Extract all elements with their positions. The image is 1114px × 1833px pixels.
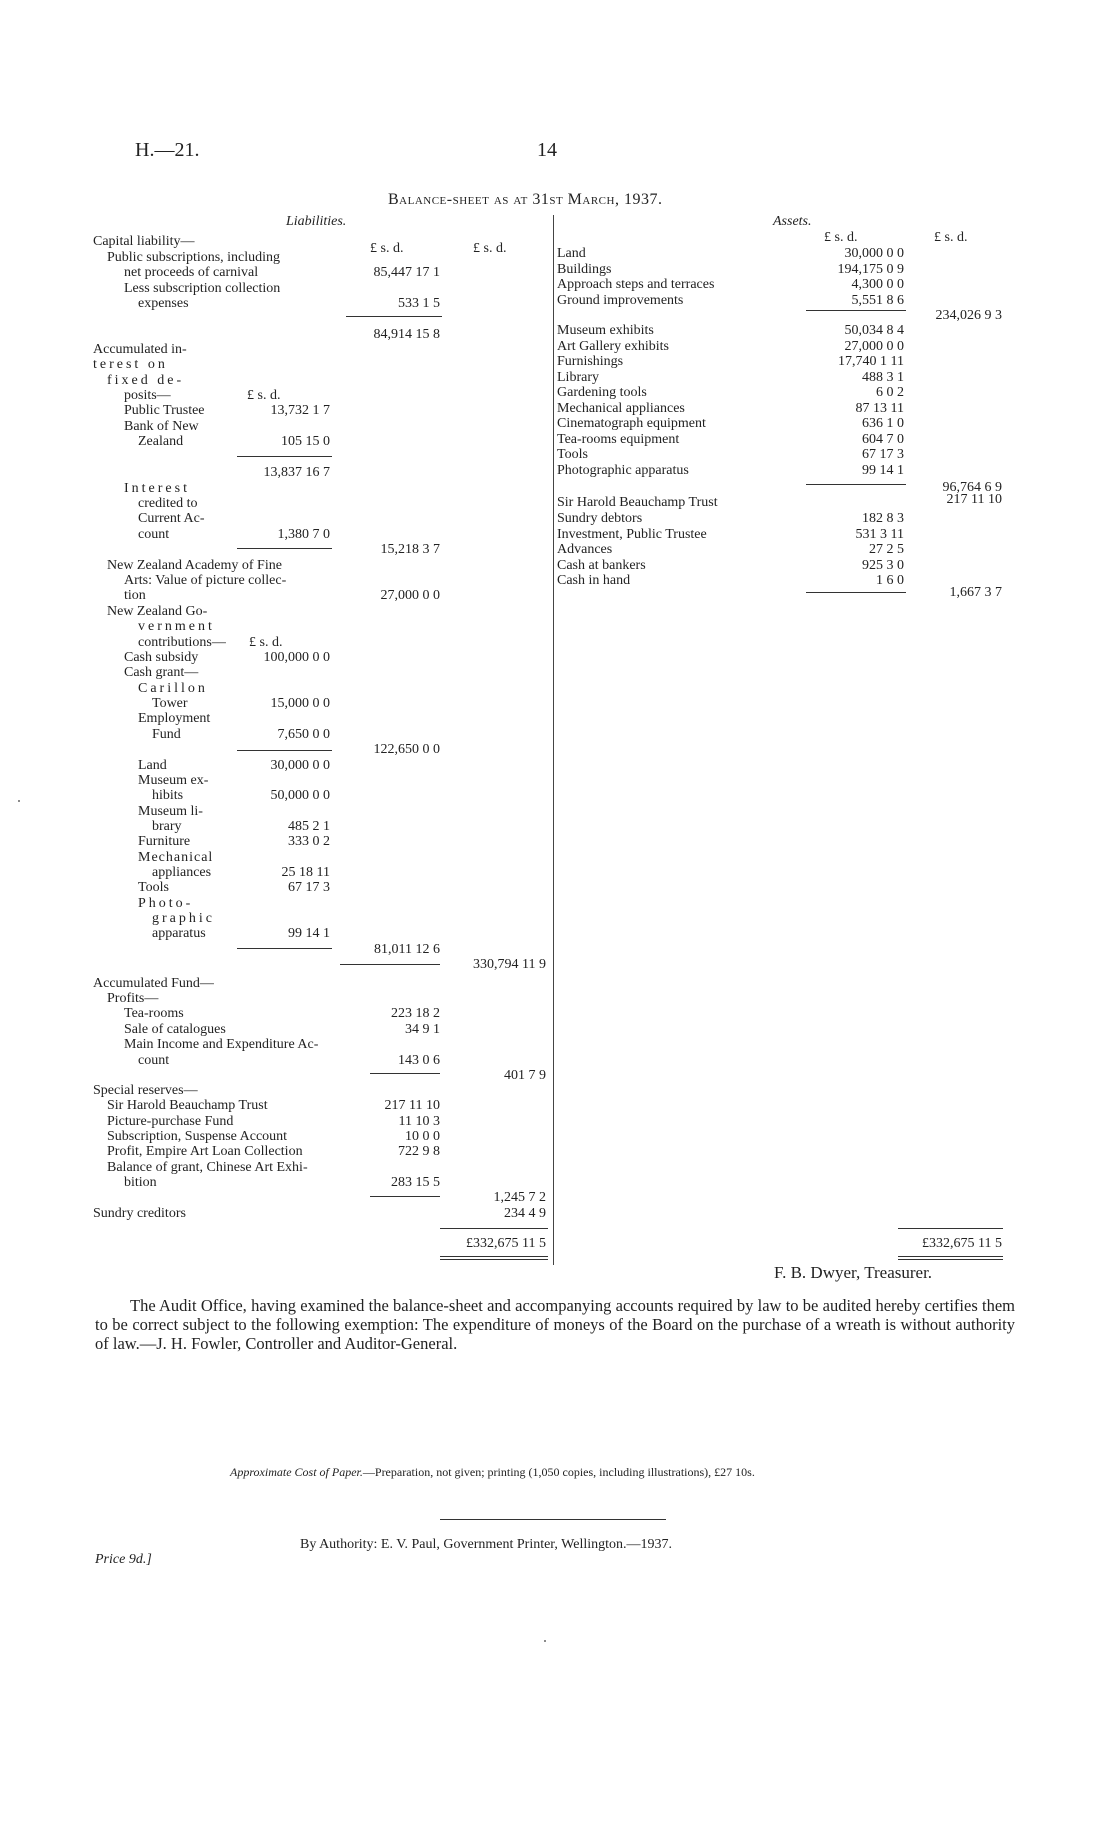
tea-rooms-label: Tea-rooms <box>124 1006 184 1021</box>
rule <box>440 1259 548 1260</box>
asset-item-label: Approach steps and terraces <box>557 277 715 292</box>
carillon-amount: 15,000 0 0 <box>270 696 330 711</box>
asset-item-label: Investment, Public Trustee <box>557 526 707 542</box>
sheet-title: Balance-sheet as at 31st March, 1937. <box>388 191 663 208</box>
govt-contrib-label: New Zealand Go- <box>107 604 208 619</box>
chinese-art-amount: 283 15 5 <box>391 1175 440 1190</box>
acc-interest-label: Accumulated in- <box>93 342 187 357</box>
assets-col-head-1: £ s. d. <box>824 230 858 245</box>
rule <box>806 484 906 485</box>
asset-item-label: Ground improvements <box>557 292 684 308</box>
public-trustee-amount: 13,732 1 7 <box>270 403 330 418</box>
asset-item-amount: 182 8 3 <box>862 511 904 526</box>
asset-item-amount: 27,000 0 0 <box>844 338 904 354</box>
sundry-creditors-amount: 234 4 9 <box>504 1206 546 1221</box>
govt-kind-total: 81,011 12 6 <box>374 942 440 957</box>
price-label: Price 9d.] <box>95 1552 152 1567</box>
asset-item-amount: 87 13 11 <box>855 400 904 416</box>
acc-interest-label-4: posits— <box>124 388 171 403</box>
asset-item-label: Cinematograph equipment <box>557 416 706 431</box>
rule <box>898 1256 1003 1257</box>
assets-group-collections-total: 96,764 6 9 <box>942 480 1002 495</box>
academy-amount: 27,000 0 0 <box>380 588 440 603</box>
asset-item-label: Art Gallery exhibits <box>557 338 669 354</box>
assets-grand-total: £332,675 11 5 <box>922 1236 1002 1251</box>
rule <box>806 592 906 593</box>
interest-net-amount: 15,218 3 7 <box>380 542 440 557</box>
special-reserves-label: Special reserves— <box>93 1083 198 1098</box>
employment-amount: 7,650 0 0 <box>277 727 330 742</box>
public-subs-label-2: net proceeds of carnival <box>124 265 259 280</box>
asset-item-amount: 1 6 0 <box>876 573 904 588</box>
catalogues-label: Sale of catalogues <box>124 1022 226 1037</box>
main-income-amount: 143 0 6 <box>398 1053 440 1068</box>
rule <box>237 456 332 457</box>
public-subs-amount: 85,447 17 1 <box>373 265 440 280</box>
rule <box>237 750 332 751</box>
rule <box>237 548 332 549</box>
cost-note <box>230 1465 755 1480</box>
acc-fund-label: Accumulated Fund— <box>93 976 214 991</box>
employment-label: Employment <box>138 711 211 726</box>
museum-library-amount: 485 2 1 <box>288 819 330 834</box>
rule <box>237 948 332 949</box>
asset-item-label: Advances <box>557 542 613 557</box>
asset-item-amount: 636 1 0 <box>862 416 904 431</box>
less-subs-label-2: expenses <box>138 296 189 311</box>
asset-item-label: Museum exhibits <box>557 323 654 338</box>
main-income-label-2: count <box>138 1053 170 1068</box>
asset-item-amount: 99 14 1 <box>862 462 904 478</box>
liab-col-head-2: £ s. d. <box>473 241 507 256</box>
sundry-creditors-label: Sundry creditors <box>93 1206 186 1221</box>
less-subs-label: Less subscription collection <box>124 281 281 296</box>
asset-item-amount: 5,551 8 6 <box>851 292 904 308</box>
paper-speck <box>18 800 20 802</box>
cost-note-text: —Preparation, not given; printing (1,050 copies, including illustrations), £27 10s. <box>362 1465 755 1479</box>
govt-contrib-label-3: contributions— <box>138 635 226 650</box>
page-reference: H.—21. <box>135 139 200 161</box>
asset-item-label: Cash at bankers <box>557 557 646 573</box>
page-number: 14 <box>537 139 557 161</box>
bank-nz-label: Bank of New <box>124 419 199 434</box>
public-subs-label: Public subscriptions, including <box>107 250 281 265</box>
cost-note-label: Approximate Cost of Paper. <box>230 1465 363 1479</box>
acc-interest-label-3: fixed de- <box>107 373 185 388</box>
photographic-label-2: graphic <box>152 911 215 926</box>
asset-item-label: Gardening tools <box>557 385 647 400</box>
bank-nz-label-2: Zealand <box>138 434 184 449</box>
rule <box>806 310 906 311</box>
acc-interest-col-head: £ s. d. <box>247 388 281 403</box>
asset-item-amount: 17,740 1 11 <box>838 354 904 369</box>
assets-heading: Assets. <box>773 214 812 229</box>
museum-exhibits-label-2: hibits <box>152 788 184 803</box>
furniture-amount: 333 0 2 <box>288 834 330 849</box>
public-trustee-label: Public Trustee <box>124 403 205 418</box>
subscription-suspense-label: Subscription, Suspense Account <box>107 1129 288 1144</box>
rule <box>898 1259 1003 1260</box>
beauchamp-trust-amount: 217 11 10 <box>384 1098 440 1113</box>
asset-item-amount: 4,300 0 0 <box>851 277 904 292</box>
interest-subtotal: 13,837 16 7 <box>263 465 330 480</box>
main-income-label: Main Income and Expenditure Ac- <box>124 1037 319 1052</box>
asset-item-label: Mechanical appliances <box>557 400 685 416</box>
less-subs-amount: 533 1 5 <box>398 296 440 311</box>
academy-label-2: Arts: Value of picture collec- <box>124 573 287 588</box>
asset-item-label: Photographic apparatus <box>557 462 689 478</box>
asset-item-label: Land <box>557 246 586 261</box>
bank-nz-amount: 105 15 0 <box>281 434 330 449</box>
assets-group-current-total: 1,667 3 7 <box>949 585 1002 600</box>
assets-col-head-2: £ s. d. <box>934 230 968 245</box>
asset-item-label: Library <box>557 369 599 385</box>
column-divider <box>553 215 554 1265</box>
cash-subsidy-amount: 100,000 0 0 <box>263 650 330 665</box>
subscription-suspense-amount: 10 0 0 <box>405 1129 440 1144</box>
carillon-label-2: Tower <box>152 696 188 711</box>
interest-credited-label-4: count <box>138 527 170 542</box>
museum-exhibits-amount: 50,000 0 0 <box>270 788 330 803</box>
paper-speck <box>544 1640 546 1642</box>
picture-purchase-label: Picture-purchase Fund <box>107 1114 234 1129</box>
rule <box>898 1228 1003 1229</box>
tools-label: Tools <box>138 880 169 895</box>
museum-library-label-2: brary <box>152 819 182 834</box>
photographic-label-3: apparatus <box>152 926 206 941</box>
acc-interest-label-2: terest on <box>93 357 168 372</box>
govt-contrib-label-2: vernment <box>138 619 215 634</box>
asset-item-label: Buildings <box>557 261 612 277</box>
carillon-label: Carillon <box>138 681 208 696</box>
assets-group-fixed-total: 234,026 9 3 <box>935 308 1002 323</box>
assets-beauchamp-label: Sir Harold Beauchamp Trust <box>557 495 718 510</box>
interest-credited-label: Interest <box>124 481 190 496</box>
printer-authority: By Authority: E. V. Paul, Government Printer, Wellington.—1937. <box>300 1537 673 1552</box>
asset-item-amount: 30,000 0 0 <box>844 246 904 261</box>
audit-certificate: The Audit Office, having examined the balance-sheet and accompanying accounts required by law to be audited hereby certifies them to be correct subject to the following exemption: The expenditure of moneys of the Board on the purchase of a wreath is without authority of law.—J. H. Fowler, Controller and Auditor-General. <box>95 1296 1015 1353</box>
catalogues-amount: 34 9 1 <box>405 1022 440 1037</box>
net-subs-amount: 84,914 15 8 <box>373 327 440 342</box>
liabilities-grand-total: £332,675 11 5 <box>466 1236 546 1251</box>
academy-label-3: tion <box>124 588 146 603</box>
empire-art-label: Profit, Empire Art Loan Collection <box>107 1144 303 1159</box>
capital-total: 330,794 11 9 <box>473 957 546 972</box>
rule <box>440 1256 548 1257</box>
mechanical-label: Mechanical <box>138 850 214 865</box>
govt-cash-total: 122,650 0 0 <box>373 742 440 757</box>
govt-col-head: £ s. d. <box>249 635 283 650</box>
tea-rooms-amount: 223 18 2 <box>391 1006 440 1021</box>
profits-label: Profits— <box>107 991 159 1006</box>
asset-item-amount: 925 3 0 <box>862 557 904 573</box>
tools-amount: 67 17 3 <box>288 880 330 895</box>
asset-item-label: Tools <box>557 447 588 462</box>
assets-beauchamp-amount: 217 11 10 <box>946 492 1002 507</box>
photographic-amount: 99 14 1 <box>288 926 330 941</box>
photographic-label: Photo- <box>138 896 194 911</box>
asset-item-label: Furnishings <box>557 354 624 369</box>
academy-label: New Zealand Academy of Fine <box>107 558 282 573</box>
asset-item-amount: 488 3 1 <box>862 369 904 385</box>
asset-item-amount: 50,034 8 4 <box>844 323 904 338</box>
rule <box>440 1228 548 1229</box>
liabilities-heading: Liabilities. <box>286 214 347 229</box>
cash-grant-label: Cash grant— <box>124 665 199 680</box>
asset-item-label: Sundry debtors <box>557 511 643 526</box>
rule <box>346 316 442 317</box>
reserves-total: 1,245 7 2 <box>493 1190 546 1205</box>
asset-item-amount: 67 17 3 <box>862 447 904 462</box>
asset-item-label: Tea-rooms equipment <box>557 431 680 447</box>
treasurer-signature: F. B. Dwyer, Treasurer. <box>774 1263 933 1282</box>
acc-fund-total: 401 7 9 <box>504 1068 546 1083</box>
museum-library-label: Museum li- <box>138 804 203 819</box>
chinese-art-label-2: bition <box>124 1175 157 1190</box>
govt-land-amount: 30,000 0 0 <box>270 758 330 773</box>
interest-credited-amount: 1,380 7 0 <box>277 527 330 542</box>
museum-exhibits-label: Museum ex- <box>138 773 209 788</box>
asset-item-amount: 6 0 2 <box>876 385 904 400</box>
mechanical-amount: 25 18 11 <box>281 865 330 880</box>
asset-item-label: Cash in hand <box>557 573 631 588</box>
liab-col-head-1: £ s. d. <box>370 241 404 256</box>
interest-credited-label-2: credited to <box>138 496 198 511</box>
mechanical-label-2: appliances <box>152 865 212 880</box>
empire-art-amount: 722 9 8 <box>398 1144 440 1159</box>
rule <box>340 964 440 965</box>
chinese-art-label: Balance of grant, Chinese Art Exhi- <box>107 1160 308 1175</box>
asset-item-amount: 194,175 0 9 <box>837 261 904 277</box>
beauchamp-trust-label: Sir Harold Beauchamp Trust <box>107 1098 268 1113</box>
govt-land-label: Land <box>138 758 167 773</box>
rule <box>440 1519 666 1520</box>
furniture-label: Furniture <box>138 834 191 849</box>
interest-credited-label-3: Current Ac- <box>138 511 205 526</box>
cash-subsidy-label: Cash subsidy <box>124 650 199 665</box>
employment-label-2: Fund <box>152 727 181 742</box>
asset-item-amount: 27 2 5 <box>869 542 904 557</box>
picture-purchase-amount: 11 10 3 <box>398 1114 440 1129</box>
capital-liability-label: Capital liability— <box>93 234 195 249</box>
asset-item-amount: 604 7 0 <box>862 431 904 447</box>
asset-item-amount: 531 3 11 <box>855 526 904 542</box>
